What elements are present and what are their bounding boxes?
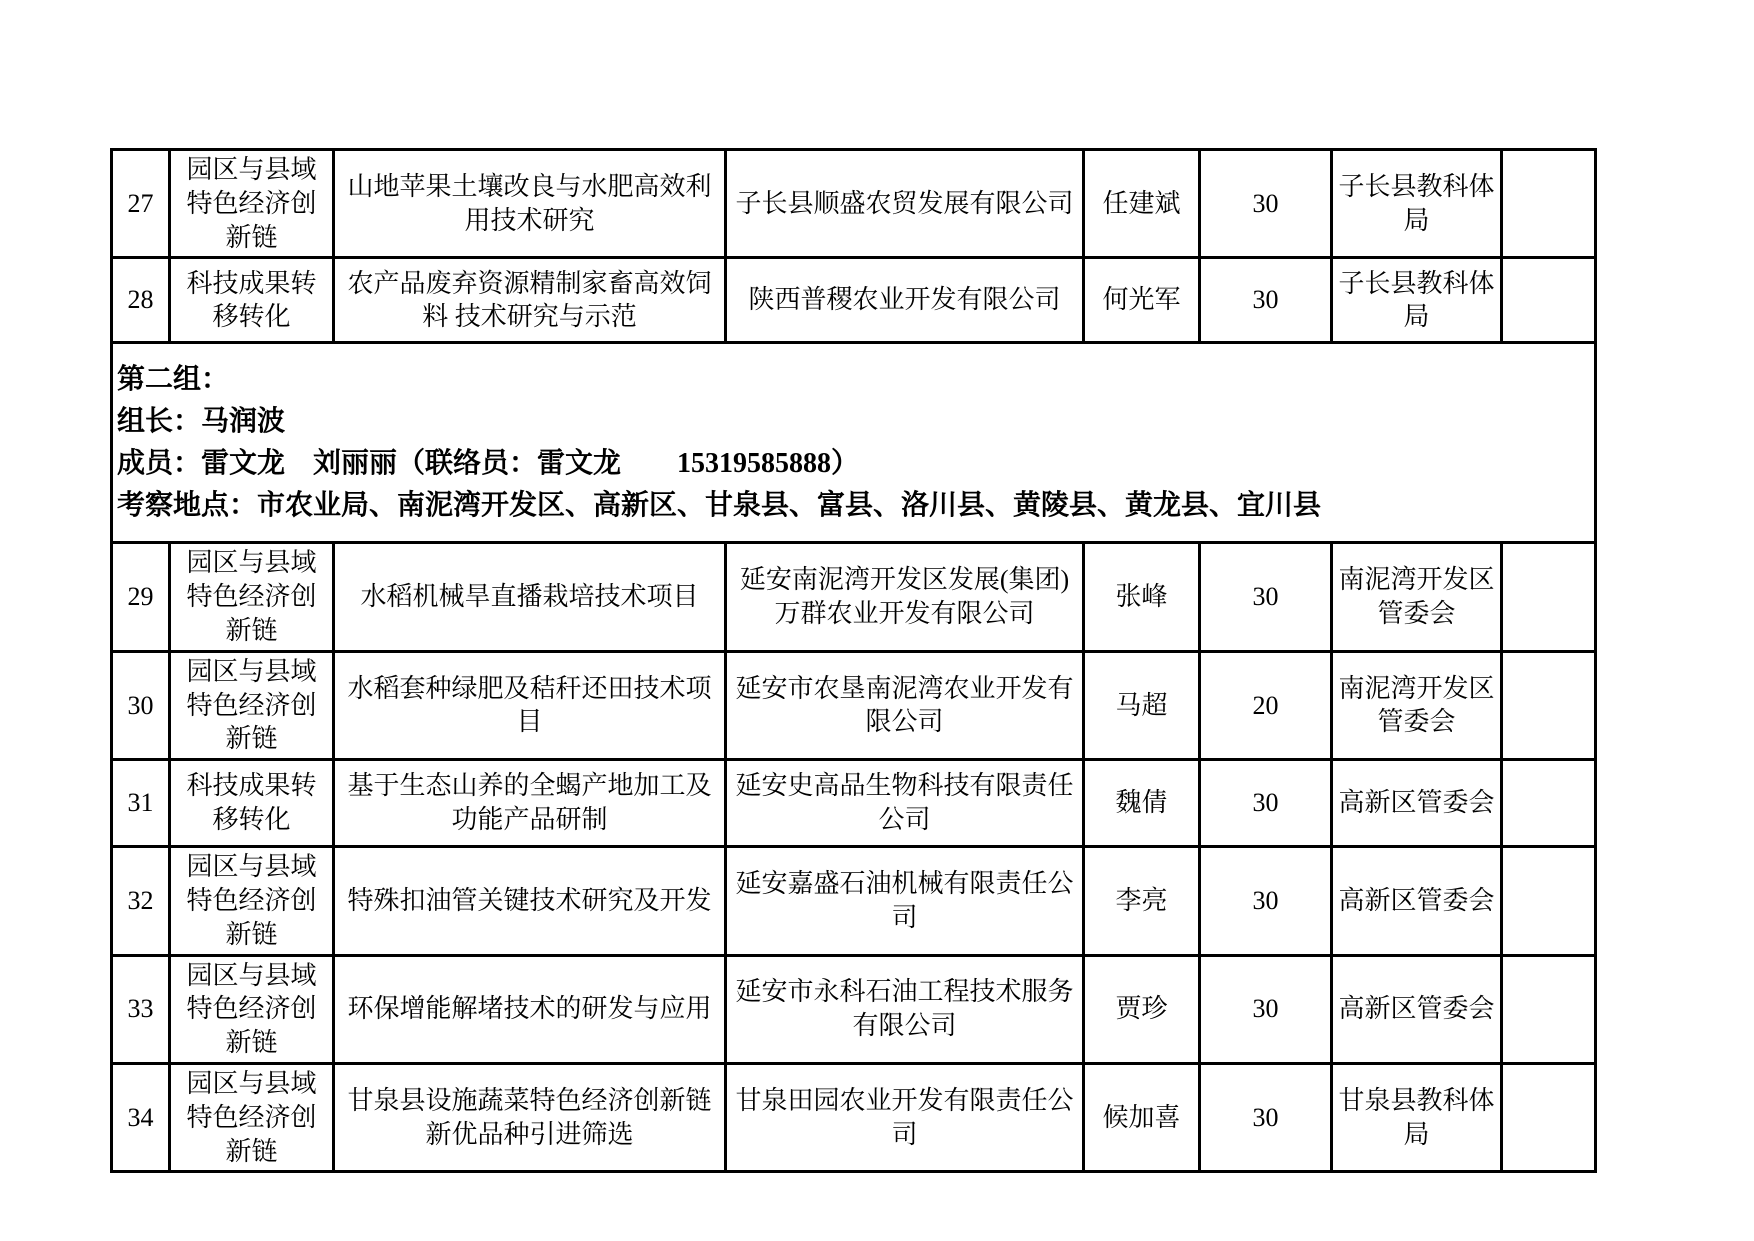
- table-row: [112, 760, 1596, 847]
- count-cell: 30: [1200, 760, 1332, 847]
- category-cell: 科技成果转移转化: [170, 258, 334, 343]
- company-cell: 延安嘉盛石油机械有限责任公司: [726, 847, 1084, 955]
- project-name-cell: 基于生态山养的全蝎产地加工及功能产品研制: [334, 760, 726, 847]
- count-cell: 30: [1200, 543, 1332, 651]
- row-number-cell: 32: [112, 847, 170, 955]
- row-number-cell: 33: [112, 955, 170, 1063]
- department-cell: 子长县教科体局: [1332, 258, 1502, 343]
- row-number-cell: 29: [112, 543, 170, 651]
- company-cell: 子长县顺盛农贸发展有限公司: [726, 150, 1084, 258]
- leader-cell: 张峰: [1084, 543, 1200, 651]
- empty-cell: [1502, 1063, 1596, 1171]
- table-row: [112, 1063, 1596, 1171]
- count-cell: 20: [1200, 651, 1332, 759]
- group-header-section: [112, 343, 1596, 543]
- project-name-cell: 水稻套种绿肥及秸秆还田技术项目: [334, 651, 726, 759]
- category-cell: 园区与县域特色经济创新链: [170, 1063, 334, 1171]
- department-cell: 高新区管委会: [1332, 760, 1502, 847]
- empty-cell: [1502, 258, 1596, 343]
- project-name-cell: 环保增能解堵技术的研发与应用: [334, 955, 726, 1063]
- row-number-cell: 30: [112, 651, 170, 759]
- table-row: [112, 651, 1596, 759]
- company-cell: 陕西普稷农业开发有限公司: [726, 258, 1084, 343]
- table-row: [112, 258, 1596, 343]
- leader-cell: 李亮: [1084, 847, 1200, 955]
- category-cell: 科技成果转移转化: [170, 760, 334, 847]
- department-cell: 高新区管委会: [1332, 847, 1502, 955]
- table-row: [112, 543, 1596, 651]
- group-members: 成员：雷文龙 刘丽丽（联络员：雷文龙 15319585888）: [117, 447, 860, 479]
- count-cell: 30: [1200, 1063, 1332, 1171]
- empty-cell: [1502, 543, 1596, 651]
- table-row: [112, 955, 1596, 1063]
- leader-cell: 何光军: [1084, 258, 1200, 343]
- leader-cell: 任建斌: [1084, 150, 1200, 258]
- project-table: [110, 148, 1597, 1173]
- row-number-cell: 28: [112, 258, 170, 343]
- row-number-cell: 34: [112, 1063, 170, 1171]
- group-header-row: [112, 343, 1596, 543]
- department-cell: 南泥湾开发区管委会: [1332, 651, 1502, 759]
- category-cell: 园区与县域特色经济创新链: [170, 150, 334, 258]
- inspection-sites: 考察地点：市农业局、南泥湾开发区、高新区、甘泉县、富县、洛川县、黄陵县、黄龙县、宜川县: [117, 489, 1322, 521]
- empty-cell: [1502, 955, 1596, 1063]
- row-number-cell: 31: [112, 760, 170, 847]
- company-cell: 延安南泥湾开发区发展(集团)万群农业开发有限公司: [726, 543, 1084, 651]
- category-cell: 园区与县域特色经济创新链: [170, 543, 334, 651]
- count-cell: 30: [1200, 955, 1332, 1063]
- company-cell: 延安市永科石油工程技术服务有限公司: [726, 955, 1084, 1063]
- empty-cell: [1502, 847, 1596, 955]
- company-cell: 甘泉田园农业开发有限责任公司: [726, 1063, 1084, 1171]
- leader-cell: 魏倩: [1084, 760, 1200, 847]
- department-cell: 甘泉县教科体局: [1332, 1063, 1502, 1171]
- empty-cell: [1502, 150, 1596, 258]
- category-cell: 园区与县域特色经济创新链: [170, 955, 334, 1063]
- project-name-cell: 山地苹果土壤改良与水肥高效利用技术研究: [334, 150, 726, 258]
- table-row: [112, 150, 1596, 258]
- company-cell: 延安市农垦南泥湾农业开发有限公司: [726, 651, 1084, 759]
- count-cell: 30: [1200, 847, 1332, 955]
- leader-cell: 候加喜: [1084, 1063, 1200, 1171]
- count-cell: 30: [1200, 258, 1332, 343]
- count-cell: 30: [1200, 150, 1332, 258]
- empty-cell: [1502, 760, 1596, 847]
- row-number-cell: 27: [112, 150, 170, 258]
- company-cell: 延安史高品生物科技有限责任公司: [726, 760, 1084, 847]
- category-cell: 园区与县域特色经济创新链: [170, 651, 334, 759]
- project-name-cell: 特殊扣油管关键技术研究及开发: [334, 847, 726, 955]
- department-cell: 南泥湾开发区管委会: [1332, 543, 1502, 651]
- department-cell: 高新区管委会: [1332, 955, 1502, 1063]
- department-cell: 子长县教科体局: [1332, 150, 1502, 258]
- table-row: [112, 847, 1596, 955]
- group-title: 第二组：: [117, 363, 230, 395]
- project-name-cell: 水稻机械旱直播栽培技术项目: [334, 543, 726, 651]
- category-cell: 园区与县域特色经济创新链: [170, 847, 334, 955]
- group-leader: 组长：马润波: [117, 405, 286, 437]
- leader-cell: 马超: [1084, 651, 1200, 759]
- project-name-cell: 甘泉县设施蔬菜特色经济创新链新优品种引进筛选: [334, 1063, 726, 1171]
- empty-cell: [1502, 651, 1596, 759]
- project-name-cell: 农产品废弃资源精制家畜高效饲料 技术研究与示范: [334, 258, 726, 343]
- leader-cell: 贾珍: [1084, 955, 1200, 1063]
